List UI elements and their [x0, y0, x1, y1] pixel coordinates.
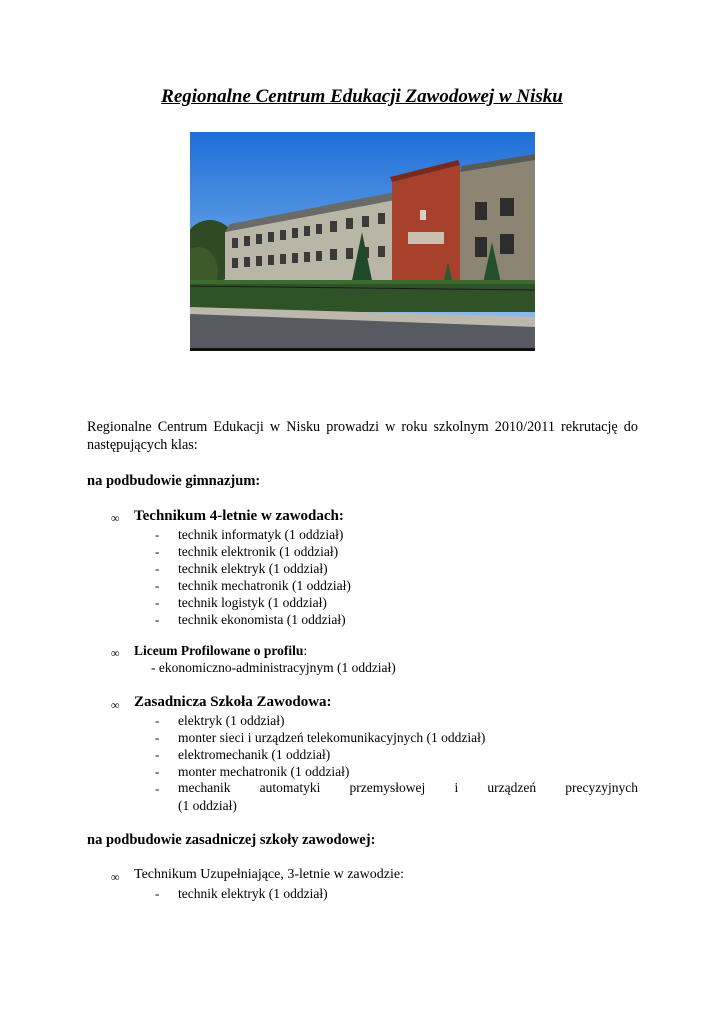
- list-item: monter mechatronik (1 oddział): [178, 764, 350, 779]
- list-item: technik ekonomista (1 oddział): [178, 612, 346, 627]
- bullet-icon: ∞: [111, 698, 120, 712]
- list-item-justified: [178, 780, 638, 796]
- technikum-title: Technikum 4-letnie w zawodach:: [134, 508, 344, 524]
- list-item: technik elektryk (1 oddział): [178, 561, 328, 576]
- section-heading-gimnazjum: na podbudowie gimnazjum:: [87, 473, 261, 489]
- dash-marker: -: [155, 764, 160, 779]
- list-item: technik informatyk (1 oddział): [178, 527, 344, 542]
- word: i: [454, 780, 459, 795]
- bullet-icon: ∞: [111, 511, 120, 525]
- dash-marker: -: [155, 527, 160, 542]
- list-item-continuation: (1 oddział): [178, 798, 237, 813]
- dash-marker: -: [155, 747, 160, 762]
- dash-marker: -: [155, 886, 160, 901]
- list-item: technik logistyk (1 oddział): [178, 595, 327, 610]
- liceum-title-text: Liceum Profilowane o profilu: [134, 643, 304, 658]
- dash-marker: -: [155, 781, 160, 796]
- dash-marker: -: [155, 612, 160, 627]
- word: mechanik: [178, 780, 231, 795]
- word: urządzeń: [487, 780, 537, 795]
- list-item: elektryk (1 oddział): [178, 713, 285, 728]
- word: przemysłowej: [349, 780, 426, 795]
- document-title: Regionalne Centrum Edukacji Zawodowej w Nisku: [161, 86, 563, 107]
- list-item: technik elektryk (1 oddział): [178, 886, 328, 901]
- list-item: technik elektronik (1 oddział): [178, 544, 339, 559]
- list-item: monter sieci i urządzeń telekomunikacyjnych (1 oddział): [178, 730, 486, 745]
- zasadnicza-title: Zasadnicza Szkoła Zawodowa:: [134, 694, 332, 710]
- list-item: elektromechanik (1 oddział): [178, 747, 331, 762]
- word: precyzyjnych: [565, 780, 638, 795]
- dash-marker: -: [155, 561, 160, 576]
- uzupelniajace-title: Technikum Uzupełniające, 3-letnie w zawodzie:: [134, 867, 404, 882]
- section-heading-zsz: na podbudowie zasadniczej szkoły zawodowej:: [87, 832, 376, 848]
- dash-marker: -: [155, 730, 160, 745]
- intro-paragraph: Regionalne Centrum Edukacji w Nisku prowadzi w roku szkolnym 2010/2011 rekrutację do następujących klas:: [87, 419, 638, 453]
- dash-marker: -: [155, 713, 160, 728]
- word: automatyki: [259, 780, 321, 795]
- dash-marker: -: [155, 544, 160, 559]
- liceum-title-colon: :: [303, 643, 308, 658]
- dash-marker: -: [155, 595, 160, 610]
- liceum-title: [134, 643, 307, 659]
- list-item: technik mechatronik (1 oddział): [178, 578, 351, 593]
- bullet-icon: ∞: [111, 870, 120, 884]
- bullet-icon: ∞: [111, 646, 120, 660]
- school-building-photo: [190, 132, 535, 351]
- dash-marker: -: [155, 578, 160, 593]
- liceum-item: - ekonomiczno-administracyjnym (1 oddział): [151, 660, 396, 675]
